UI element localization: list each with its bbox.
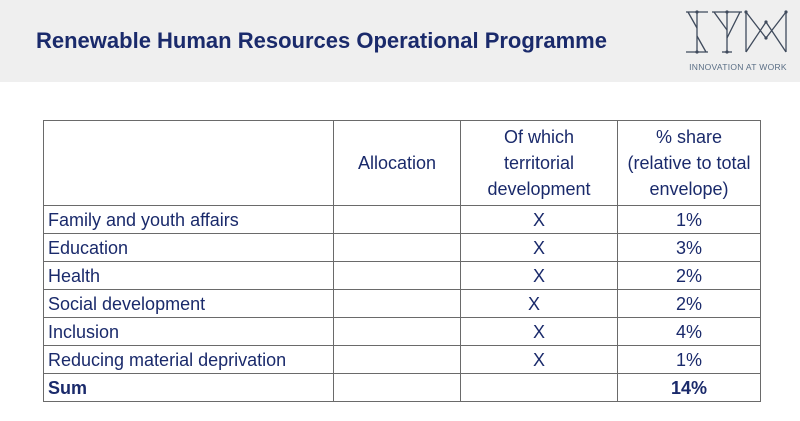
table-sum-row xyxy=(44,374,761,402)
table-row xyxy=(44,262,761,290)
slide-header xyxy=(0,0,800,82)
header-share xyxy=(618,121,761,206)
header-territorial xyxy=(461,121,618,206)
share-cell: 3% xyxy=(618,234,761,262)
category-cell: Family and youth affairs xyxy=(44,206,334,234)
allocation-cell xyxy=(334,206,461,234)
allocation-cell xyxy=(334,290,461,318)
table-header-row xyxy=(44,121,761,206)
sum-share: 14% xyxy=(618,374,761,402)
category-cell: Social development xyxy=(44,290,334,318)
slide-title: Renewable Human Resources Operational Programme xyxy=(36,28,607,53)
allocation-cell xyxy=(334,234,461,262)
sum-label: Sum xyxy=(44,374,334,402)
table-row xyxy=(44,318,761,346)
header-share-line: % share xyxy=(655,127,723,147)
territorial-mark: X xyxy=(527,293,540,314)
allocation-table xyxy=(43,120,761,402)
itm-logo-mark xyxy=(684,8,792,58)
header-category xyxy=(44,121,334,206)
share-cell: 1% xyxy=(618,346,761,374)
share-cell: 2% xyxy=(618,290,761,318)
category-cell: Health xyxy=(44,262,334,290)
header-territorial-line: territorial xyxy=(503,153,574,173)
sum-territorial xyxy=(461,374,618,402)
header-allocation: Allocation xyxy=(334,121,461,206)
header-share-line: envelope) xyxy=(649,179,729,199)
header-share-line: (relative to total xyxy=(627,153,751,173)
table-row xyxy=(44,234,761,262)
itm-logo xyxy=(680,8,796,76)
allocation-cell xyxy=(334,346,461,374)
sum-allocation xyxy=(334,374,461,402)
territorial-cell: X xyxy=(461,262,618,290)
table-row xyxy=(44,290,761,318)
territorial-cell xyxy=(461,290,618,318)
header-territorial-line: development xyxy=(487,179,591,199)
territorial-cell: X xyxy=(461,346,618,374)
allocation-cell xyxy=(334,318,461,346)
category-cell: Reducing material deprivation xyxy=(44,346,334,374)
table-row xyxy=(44,346,761,374)
category-cell: Inclusion xyxy=(44,318,334,346)
share-cell: 2% xyxy=(618,262,761,290)
category-cell: Education xyxy=(44,234,334,262)
territorial-cell: X xyxy=(461,206,618,234)
territorial-cell: X xyxy=(461,234,618,262)
territorial-cell: X xyxy=(461,318,618,346)
table-row xyxy=(44,206,761,234)
logo-tagline: INNOVATION AT WORK xyxy=(689,62,787,72)
share-cell: 1% xyxy=(618,206,761,234)
share-cell: 4% xyxy=(618,318,761,346)
header-territorial-line: Of which xyxy=(503,127,575,147)
allocation-cell xyxy=(334,262,461,290)
